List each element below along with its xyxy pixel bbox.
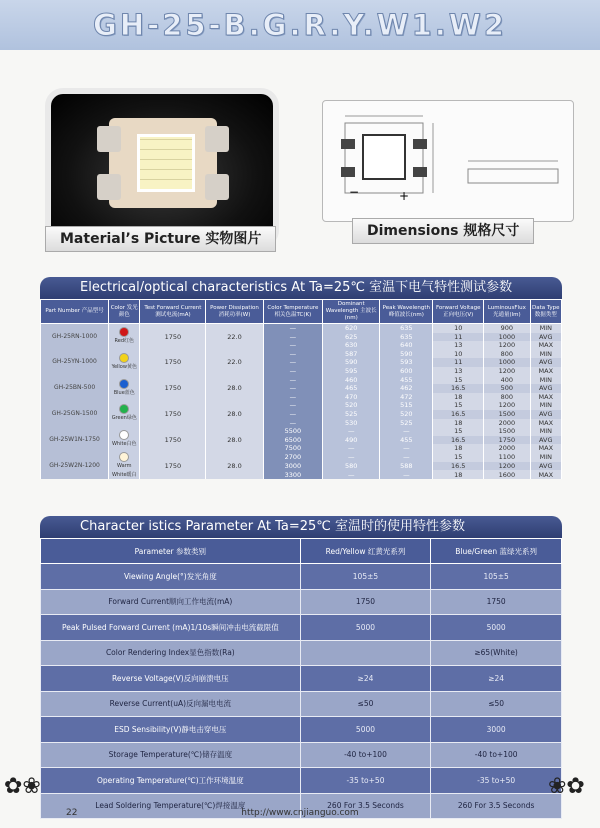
table-row xyxy=(41,717,562,743)
blue-green-value: -40 to+100 xyxy=(431,742,562,768)
luminous-flux: 1000 xyxy=(484,358,530,367)
color-cell xyxy=(109,427,140,453)
peak-wavelength: 590 xyxy=(380,350,433,359)
color-label: Yellow黄色 xyxy=(111,363,137,370)
forward-voltage: 15 xyxy=(433,453,484,462)
red-yellow-value: -35 to+50 xyxy=(300,768,431,794)
dimension-diagram xyxy=(323,101,573,221)
data-type: AVG xyxy=(530,436,561,445)
column-header: Test Forward Current 测试电流(mA) xyxy=(140,300,206,324)
dominant-wavelength: — xyxy=(323,444,380,453)
forward-voltage: 13 xyxy=(433,341,484,350)
color-label: Blue蓝色 xyxy=(113,389,135,396)
peak-wavelength: — xyxy=(380,453,433,462)
peak-wavelength: 455 xyxy=(380,436,433,445)
part-number: GH-25W2N-1200 xyxy=(41,453,109,479)
column-header: Forward Voltage 正向电压(V) xyxy=(433,300,484,324)
luminous-flux: 400 xyxy=(484,376,530,385)
led-chip xyxy=(137,134,195,192)
part-number: GH-25RN-1000 xyxy=(41,324,109,350)
data-type: MIN xyxy=(530,376,561,385)
parameter-name: Viewing Angle(°)发光角度 xyxy=(41,564,301,590)
data-type: AVG xyxy=(530,384,561,393)
peak-wavelength: 525 xyxy=(380,419,433,428)
peak-wavelength: 588 xyxy=(380,462,433,471)
luminous-flux: 1200 xyxy=(484,462,530,471)
footer-url: http://www.cnjianguo.com xyxy=(241,808,359,818)
blue-green-value: ≤50 xyxy=(431,691,562,717)
data-type: MAX xyxy=(530,367,561,376)
luminous-flux: 900 xyxy=(484,324,530,333)
power-dissipation: 28.0 xyxy=(206,376,263,402)
test-current: 1750 xyxy=(140,376,206,402)
test-current: 1750 xyxy=(140,427,206,453)
color-cell xyxy=(109,350,140,376)
column-header: Red/Yellow 红黄光系列 xyxy=(300,539,431,564)
table-row xyxy=(41,564,562,590)
led-lead xyxy=(97,174,121,200)
table-row xyxy=(41,742,562,768)
color-temperature: — xyxy=(263,410,322,419)
color-cell xyxy=(109,401,140,427)
plus-symbol: + xyxy=(399,189,410,203)
forward-voltage: 16.5 xyxy=(433,410,484,419)
section1-heading: Electrical/optical characteristics At Ta=25℃ 室温下电气特性测试参数 xyxy=(40,277,562,299)
peak-wavelength: — xyxy=(380,427,433,436)
dominant-wavelength: 595 xyxy=(323,367,380,376)
dominant-wavelength: 580 xyxy=(323,462,380,471)
column-header: LuminousFlux 光通量(lm) xyxy=(484,300,530,324)
dominant-wavelength: 625 xyxy=(323,333,380,342)
red-yellow-value xyxy=(300,640,431,666)
red-yellow-value: 5000 xyxy=(300,717,431,743)
parameter-name: Operating Temperature(℃)工作环境温度 xyxy=(41,768,301,794)
luminous-flux: 1200 xyxy=(484,341,530,350)
luminous-flux: 800 xyxy=(484,393,530,402)
minus-symbol: − xyxy=(349,185,360,199)
luminous-flux: 500 xyxy=(484,384,530,393)
color-dot-icon xyxy=(120,453,128,461)
parameter-name: Lead Soldering Temperature(℃)焊接温度 xyxy=(41,793,301,819)
forward-voltage: 18 xyxy=(433,393,484,402)
blue-green-value: -35 to+50 xyxy=(431,768,562,794)
peak-wavelength: 462 xyxy=(380,384,433,393)
column-header: Peak Wavelength 峰值波长(nm) xyxy=(380,300,433,324)
power-dissipation: 28.0 xyxy=(206,453,263,479)
color-temperature: 3300 xyxy=(263,470,322,479)
data-type: MAX xyxy=(530,470,561,479)
forward-voltage: 16.5 xyxy=(433,462,484,471)
blue-green-value: ≥65(White) xyxy=(431,640,562,666)
dominant-wavelength: 530 xyxy=(323,419,380,428)
column-header: Part Number 产品型号 xyxy=(41,300,109,324)
color-label: Red红色 xyxy=(114,338,135,345)
color-temperature: — xyxy=(263,341,322,350)
data-type: MIN xyxy=(530,401,561,410)
color-dot-icon xyxy=(120,405,128,413)
dominant-wavelength: 587 xyxy=(323,350,380,359)
luminous-flux: 1200 xyxy=(484,367,530,376)
data-type: MAX xyxy=(530,393,561,402)
blue-green-value: ≥24 xyxy=(431,666,562,692)
peak-wavelength: 472 xyxy=(380,393,433,402)
forward-voltage: 11 xyxy=(433,358,484,367)
color-dot-icon xyxy=(120,380,128,388)
forward-voltage: 15 xyxy=(433,427,484,436)
power-dissipation: 22.0 xyxy=(206,324,263,350)
column-header: Parameter 参数类别 xyxy=(41,539,301,564)
color-temperature: — xyxy=(263,333,322,342)
peak-wavelength: 600 xyxy=(380,367,433,376)
color-temperature: — xyxy=(263,358,322,367)
material-photo xyxy=(45,88,279,248)
dominant-wavelength: 590 xyxy=(323,358,380,367)
color-cell xyxy=(109,453,140,479)
color-cell xyxy=(109,324,140,350)
dominant-wavelength: 460 xyxy=(323,376,380,385)
data-type: MIN xyxy=(530,453,561,462)
characteristics-table xyxy=(40,538,562,819)
dimensions-drawing xyxy=(322,100,574,222)
color-temperature: — xyxy=(263,376,322,385)
led-lead xyxy=(97,126,121,152)
red-yellow-value: ≤50 xyxy=(300,691,431,717)
peak-wavelength: 635 xyxy=(380,333,433,342)
dominant-wavelength: 525 xyxy=(323,410,380,419)
color-label: Green绿色 xyxy=(111,415,137,422)
forward-voltage: 18 xyxy=(433,419,484,428)
data-type: MAX xyxy=(530,341,561,350)
forward-voltage: 16.5 xyxy=(433,436,484,445)
table-row xyxy=(41,401,562,410)
dimensions-caption: Dimensions 规格尺寸 xyxy=(352,218,534,244)
dominant-wavelength: 520 xyxy=(323,401,380,410)
luminous-flux: 1500 xyxy=(484,410,530,419)
luminous-flux: 1500 xyxy=(484,427,530,436)
peak-wavelength: — xyxy=(380,444,433,453)
table-row xyxy=(41,453,562,462)
column-header: Color Temperature 相关色温TC(K) xyxy=(263,300,322,324)
data-type: AVG xyxy=(530,462,561,471)
power-dissipation: 28.0 xyxy=(206,401,263,427)
table-row xyxy=(41,350,562,359)
test-current: 1750 xyxy=(140,350,206,376)
data-type: MAX xyxy=(530,419,561,428)
blue-green-value: 3000 xyxy=(431,717,562,743)
part-number: GH-25W1N-1750 xyxy=(41,427,109,453)
luminous-flux: 2000 xyxy=(484,444,530,453)
color-temperature: 5500 xyxy=(263,427,322,436)
parameter-name: Color Rendering Index显色指数(Ra) xyxy=(41,640,301,666)
forward-voltage: 16.5 xyxy=(433,384,484,393)
dominant-wavelength: 630 xyxy=(323,341,380,350)
peak-wavelength: 520 xyxy=(380,410,433,419)
table-row xyxy=(41,640,562,666)
table-row xyxy=(41,427,562,436)
color-dot-icon xyxy=(120,328,128,336)
dominant-wavelength: — xyxy=(323,453,380,462)
color-dot-icon xyxy=(120,431,128,439)
data-type: AVG xyxy=(530,333,561,342)
luminous-flux: 1100 xyxy=(484,453,530,462)
color-temperature: — xyxy=(263,393,322,402)
red-yellow-value: 1750 xyxy=(300,589,431,615)
data-type: MIN xyxy=(530,427,561,436)
table-row xyxy=(41,324,562,333)
data-type: AVG xyxy=(530,358,561,367)
data-type: AVG xyxy=(530,410,561,419)
peak-wavelength: 640 xyxy=(380,341,433,350)
page-number: 22 xyxy=(66,808,78,818)
column-header: Data Type 数据类型 xyxy=(530,300,561,324)
led-lead xyxy=(205,174,229,200)
color-temperature: 2700 xyxy=(263,453,322,462)
parameter-name: Peak Pulsed Forward Current (mA)1/10s瞬间冲击电流截限值 xyxy=(41,615,301,641)
column-header: Power Dissipation 消耗功率(W) xyxy=(206,300,263,324)
peak-wavelength: 635 xyxy=(380,324,433,333)
table-row xyxy=(41,376,562,385)
peak-wavelength: — xyxy=(380,470,433,479)
color-temperature: 3000 xyxy=(263,462,322,471)
column-header: Blue/Green 蓝绿光系列 xyxy=(431,539,562,564)
test-current: 1750 xyxy=(140,453,206,479)
forward-voltage: 15 xyxy=(433,401,484,410)
peak-wavelength: 515 xyxy=(380,401,433,410)
column-header: Color 发光颜色 xyxy=(109,300,140,324)
dominant-wavelength: 490 xyxy=(323,436,380,445)
forward-voltage: 11 xyxy=(433,333,484,342)
electrical-optical-table xyxy=(40,299,562,479)
color-temperature: — xyxy=(263,367,322,376)
luminous-flux: 2000 xyxy=(484,419,530,428)
color-cell xyxy=(109,376,140,402)
data-type: MAX xyxy=(530,444,561,453)
luminous-flux: 1750 xyxy=(484,436,530,445)
luminous-flux: 1000 xyxy=(484,333,530,342)
power-dissipation: 22.0 xyxy=(206,350,263,376)
flower-ornament-right: ❀✿ xyxy=(548,774,585,799)
parameter-name: Storage Temperature(℃)储存温度 xyxy=(41,742,301,768)
red-yellow-value: 105±5 xyxy=(300,564,431,590)
forward-voltage: 18 xyxy=(433,470,484,479)
part-number: GH-25BN-500 xyxy=(41,376,109,402)
color-temperature: — xyxy=(263,419,322,428)
table-row xyxy=(41,615,562,641)
power-dissipation: 28.0 xyxy=(206,427,263,453)
section2-heading: Character istics Parameter At Ta=25℃ 室温时的使用特性参数 xyxy=(40,516,562,538)
red-yellow-value: 260 For 3.5 Seconds xyxy=(300,793,431,819)
part-number: GH-25YN-1000 xyxy=(41,350,109,376)
led-board-image xyxy=(109,118,217,208)
luminous-flux: 800 xyxy=(484,350,530,359)
forward-voltage: 10 xyxy=(433,350,484,359)
color-temperature: 7500 xyxy=(263,444,322,453)
color-temperature: — xyxy=(263,401,322,410)
parameter-name: ESD Sensibility(V)静电击穿电压 xyxy=(41,717,301,743)
table-row xyxy=(41,768,562,794)
blue-green-value: 5000 xyxy=(431,615,562,641)
red-yellow-value: -40 to+100 xyxy=(300,742,431,768)
table-row xyxy=(41,589,562,615)
dominant-wavelength: 465 xyxy=(323,384,380,393)
blue-green-value: 260 For 3.5 Seconds xyxy=(431,793,562,819)
dominant-wavelength: — xyxy=(323,470,380,479)
part-number: GH-25GN-1500 xyxy=(41,401,109,427)
luminous-flux: 1200 xyxy=(484,401,530,410)
luminous-flux: 1600 xyxy=(484,470,530,479)
led-lead xyxy=(205,126,229,152)
parameter-name: Forward Current顺向工作电流(mA) xyxy=(41,589,301,615)
red-yellow-value: 5000 xyxy=(300,615,431,641)
dominant-wavelength: — xyxy=(323,427,380,436)
forward-voltage: 13 xyxy=(433,367,484,376)
color-temperature: — xyxy=(263,350,322,359)
test-current: 1750 xyxy=(140,324,206,350)
color-temperature: — xyxy=(263,384,322,393)
dominant-wavelength: 470 xyxy=(323,393,380,402)
table-row xyxy=(41,691,562,717)
color-temperature: 6500 xyxy=(263,436,322,445)
blue-green-value: 105±5 xyxy=(431,564,562,590)
color-temperature: — xyxy=(263,324,322,333)
color-label: White白色 xyxy=(111,441,137,448)
table-row xyxy=(41,666,562,692)
peak-wavelength: 455 xyxy=(380,376,433,385)
color-label: Warm White暖白 xyxy=(111,463,137,478)
data-type: MIN xyxy=(530,324,561,333)
parameter-name: Reverse Voltage(V)反向崩溃电压 xyxy=(41,666,301,692)
data-type: MIN xyxy=(530,350,561,359)
peak-wavelength: 593 xyxy=(380,358,433,367)
flower-ornament-left: ✿❀ xyxy=(4,774,41,799)
page-title: GH-25-B.G.R.Y.W1.W2 xyxy=(93,8,507,42)
color-dot-icon xyxy=(120,354,128,362)
blue-green-value: 1750 xyxy=(431,589,562,615)
forward-voltage: 10 xyxy=(433,324,484,333)
parameter-name: Reverse Current(uA)反向漏电电流 xyxy=(41,691,301,717)
forward-voltage: 15 xyxy=(433,376,484,385)
red-yellow-value: ≥24 xyxy=(300,666,431,692)
test-current: 1750 xyxy=(140,401,206,427)
forward-voltage: 18 xyxy=(433,444,484,453)
picture-caption: Material’s Picture 实物图片 xyxy=(45,226,276,252)
column-header: Dominant Wavelength 主波长(nm) xyxy=(323,300,380,324)
dominant-wavelength: 620 xyxy=(323,324,380,333)
